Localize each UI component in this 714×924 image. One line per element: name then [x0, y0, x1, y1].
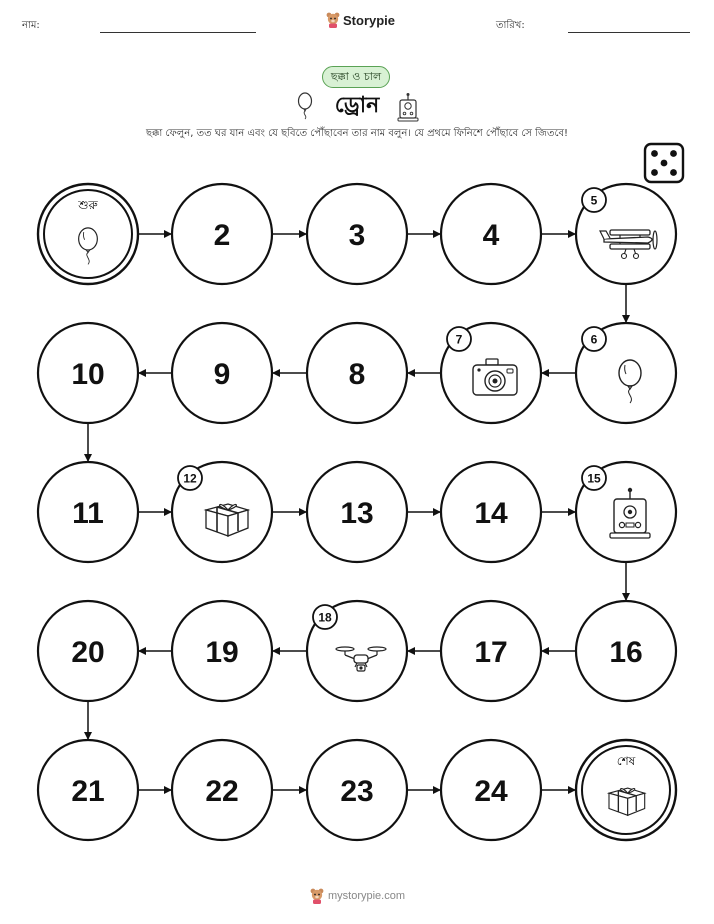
board-cell[interactable] [576, 601, 676, 701]
start-label: শুরু [78, 198, 98, 212]
cell-number: 3 [348, 219, 366, 252]
board-cell[interactable] [307, 184, 407, 284]
cell-number: 21 [71, 775, 105, 808]
board-cell[interactable] [441, 323, 541, 423]
board-cell[interactable] [38, 601, 138, 701]
cell-number: 4 [482, 219, 500, 252]
cell-number: 18 [318, 610, 332, 625]
board-cell[interactable] [307, 462, 407, 562]
board-cell[interactable] [441, 462, 541, 562]
bear-mascot-icon [310, 888, 324, 904]
cell-number: 9 [213, 358, 231, 391]
date-label: তারিখ: [496, 20, 525, 31]
cell-number: 13 [340, 497, 374, 530]
cell-number: 6 [590, 332, 598, 347]
instructions: ছক্কা ফেলুন, তত ঘর যান এবং যে ছবিতে পৌঁছাবেন তার নাম বলুন। যে প্রথমে ফিনিশে পৌঁছাবে সে জিতবে! [145, 128, 569, 139]
board-cell[interactable] [441, 601, 541, 701]
cell-number: 10 [71, 358, 105, 391]
board-cell[interactable] [38, 740, 138, 840]
board-cell[interactable] [441, 740, 541, 840]
cell-number: 17 [474, 636, 508, 669]
board-cell[interactable] [441, 184, 541, 284]
cell-number: 15 [587, 471, 601, 486]
cell-number: 5 [590, 193, 598, 208]
cell-number: 20 [71, 636, 105, 669]
board-cell[interactable] [307, 601, 407, 701]
board-cell[interactable] [307, 323, 407, 423]
board-cell[interactable] [576, 462, 676, 562]
cell-number: 2 [213, 219, 231, 252]
board-cell[interactable] [172, 184, 272, 284]
board-cell[interactable] [307, 740, 407, 840]
brand-name: Storypie [343, 12, 396, 28]
cell-number: 12 [183, 471, 197, 486]
cell-number: 8 [348, 358, 366, 391]
board-cell[interactable] [172, 740, 272, 840]
board-cell[interactable] [172, 462, 272, 562]
cell-number: 7 [455, 332, 463, 347]
cell-number: 16 [609, 636, 643, 669]
camera-icon [473, 359, 517, 395]
page-title: ড্রোন [334, 93, 380, 118]
name-label: নাম: [22, 20, 40, 31]
cell-number: 23 [340, 775, 374, 808]
board-cell[interactable] [38, 184, 138, 284]
board-cell[interactable] [172, 601, 272, 701]
cell-number: 11 [72, 497, 104, 530]
board-cell[interactable] [576, 184, 676, 284]
game-type-tag: ছক্কা ও চাল [322, 66, 390, 88]
board-cell[interactable] [38, 323, 138, 423]
end-label: শেষ [616, 754, 636, 768]
board-cell[interactable] [38, 462, 138, 562]
cell-number: 14 [474, 497, 508, 530]
cell-number: 19 [205, 636, 239, 669]
board-cell[interactable] [576, 323, 676, 423]
board-cell[interactable] [172, 323, 272, 423]
footer [310, 888, 405, 904]
cell-number: 22 [205, 775, 239, 808]
board-cell[interactable] [576, 740, 676, 840]
cell-number: 24 [474, 775, 508, 808]
footer-url[interactable]: mystorypie.com [328, 890, 406, 902]
